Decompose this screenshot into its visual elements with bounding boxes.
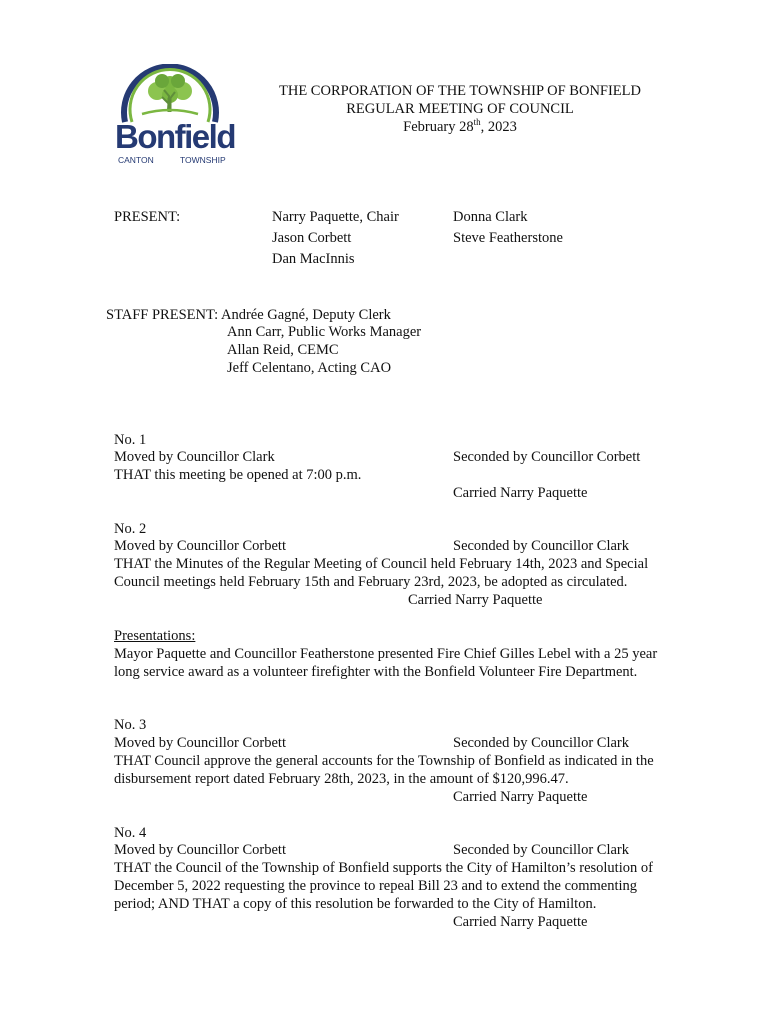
motion-text: THAT the Minutes of the Regular Meeting of Council held February 14th, 2023 and Special bbox=[114, 556, 649, 572]
header-date: February 28th, 2023 bbox=[403, 117, 517, 135]
motion-number: No. 1 bbox=[114, 432, 147, 448]
present-member: Narry Paquette, Chair bbox=[272, 209, 399, 225]
staff-member: Ann Carr, Public Works Manager bbox=[227, 324, 422, 340]
motion-text: THAT this meeting be opened at 7:00 p.m. bbox=[114, 467, 362, 483]
motion-moved-by: Moved by Councillor Clark bbox=[114, 449, 275, 465]
motion-seconded-by: Seconded by Councillor Clark bbox=[453, 735, 629, 751]
motion-moved-by: Moved by Councillor Corbett bbox=[114, 538, 286, 554]
motion-text: disbursement report dated February 28th, 2023, in the amount of $120,996.47. bbox=[114, 771, 569, 787]
motion-result: Carried Narry Paquette bbox=[453, 485, 588, 501]
motion-moved-by: Moved by Councillor Corbett bbox=[114, 842, 286, 858]
motion-result: Carried Narry Paquette bbox=[453, 914, 588, 930]
motion-number: No. 4 bbox=[114, 825, 147, 841]
present-member: Jason Corbett bbox=[272, 230, 352, 246]
header-corporation: THE CORPORATION OF THE TOWNSHIP OF BONFIELD bbox=[279, 83, 641, 99]
staff-member: Jeff Celentano, Acting CAO bbox=[227, 360, 392, 376]
motion-text: December 5, 2022 requesting the province to repeal Bill 23 and to extend the commenting bbox=[114, 878, 638, 894]
present-member: Dan MacInnis bbox=[272, 251, 355, 267]
motion-result: Carried Narry Paquette bbox=[408, 592, 543, 608]
presentations-text: Mayor Paquette and Councillor Featherstone presented Fire Chief Gilles Lebel with a 25 year bbox=[114, 646, 658, 662]
motion-moved-by: Moved by Councillor Corbett bbox=[114, 735, 286, 751]
motion-seconded-by: Seconded by Councillor Clark bbox=[453, 538, 629, 554]
staff-present-label: STAFF PRESENT: bbox=[106, 307, 219, 323]
presentations-text: long service award as a volunteer firefighter with the Bonfield Volunteer Fire Department. bbox=[114, 664, 638, 680]
presentations-heading: Presentations: bbox=[114, 628, 196, 644]
motion-number: No. 3 bbox=[114, 717, 147, 733]
logo-sub-right: TOWNSHIP bbox=[180, 155, 226, 165]
motion-text: period; AND THAT a copy of this resolution be forwarded to the City of Hamilton. bbox=[114, 896, 597, 912]
motion-result: Carried Narry Paquette bbox=[453, 789, 588, 805]
logo-wordmark: Bonfield bbox=[115, 118, 235, 155]
staff-member: Allan Reid, CEMC bbox=[227, 342, 339, 358]
document-header bbox=[240, 82, 680, 136]
motion-text: Council meetings held February 15th and February 23rd, 2023, be adopted as circulated. bbox=[114, 574, 628, 590]
logo-sub-left: CANTON bbox=[118, 155, 154, 165]
staff-present-line bbox=[106, 306, 391, 324]
motion-text: THAT the Council of the Township of Bonfield supports the City of Hamilton’s resolution of bbox=[114, 860, 653, 876]
staff-member: Andrée Gagné, Deputy Clerk bbox=[220, 307, 391, 323]
present-member: Donna Clark bbox=[453, 209, 528, 225]
present-member: Steve Featherstone bbox=[453, 230, 563, 246]
motion-text: THAT Council approve the general accounts for the Township of Bonfield as indicated in the bbox=[114, 753, 654, 769]
motion-number: No. 2 bbox=[114, 521, 147, 537]
motion-seconded-by: Seconded by Councillor Clark bbox=[453, 842, 629, 858]
present-label: PRESENT: bbox=[114, 209, 181, 225]
header-meeting-type: REGULAR MEETING OF COUNCIL bbox=[346, 101, 574, 117]
motion-seconded-by: Seconded by Councillor Corbett bbox=[453, 449, 641, 465]
township-logo bbox=[112, 64, 235, 168]
